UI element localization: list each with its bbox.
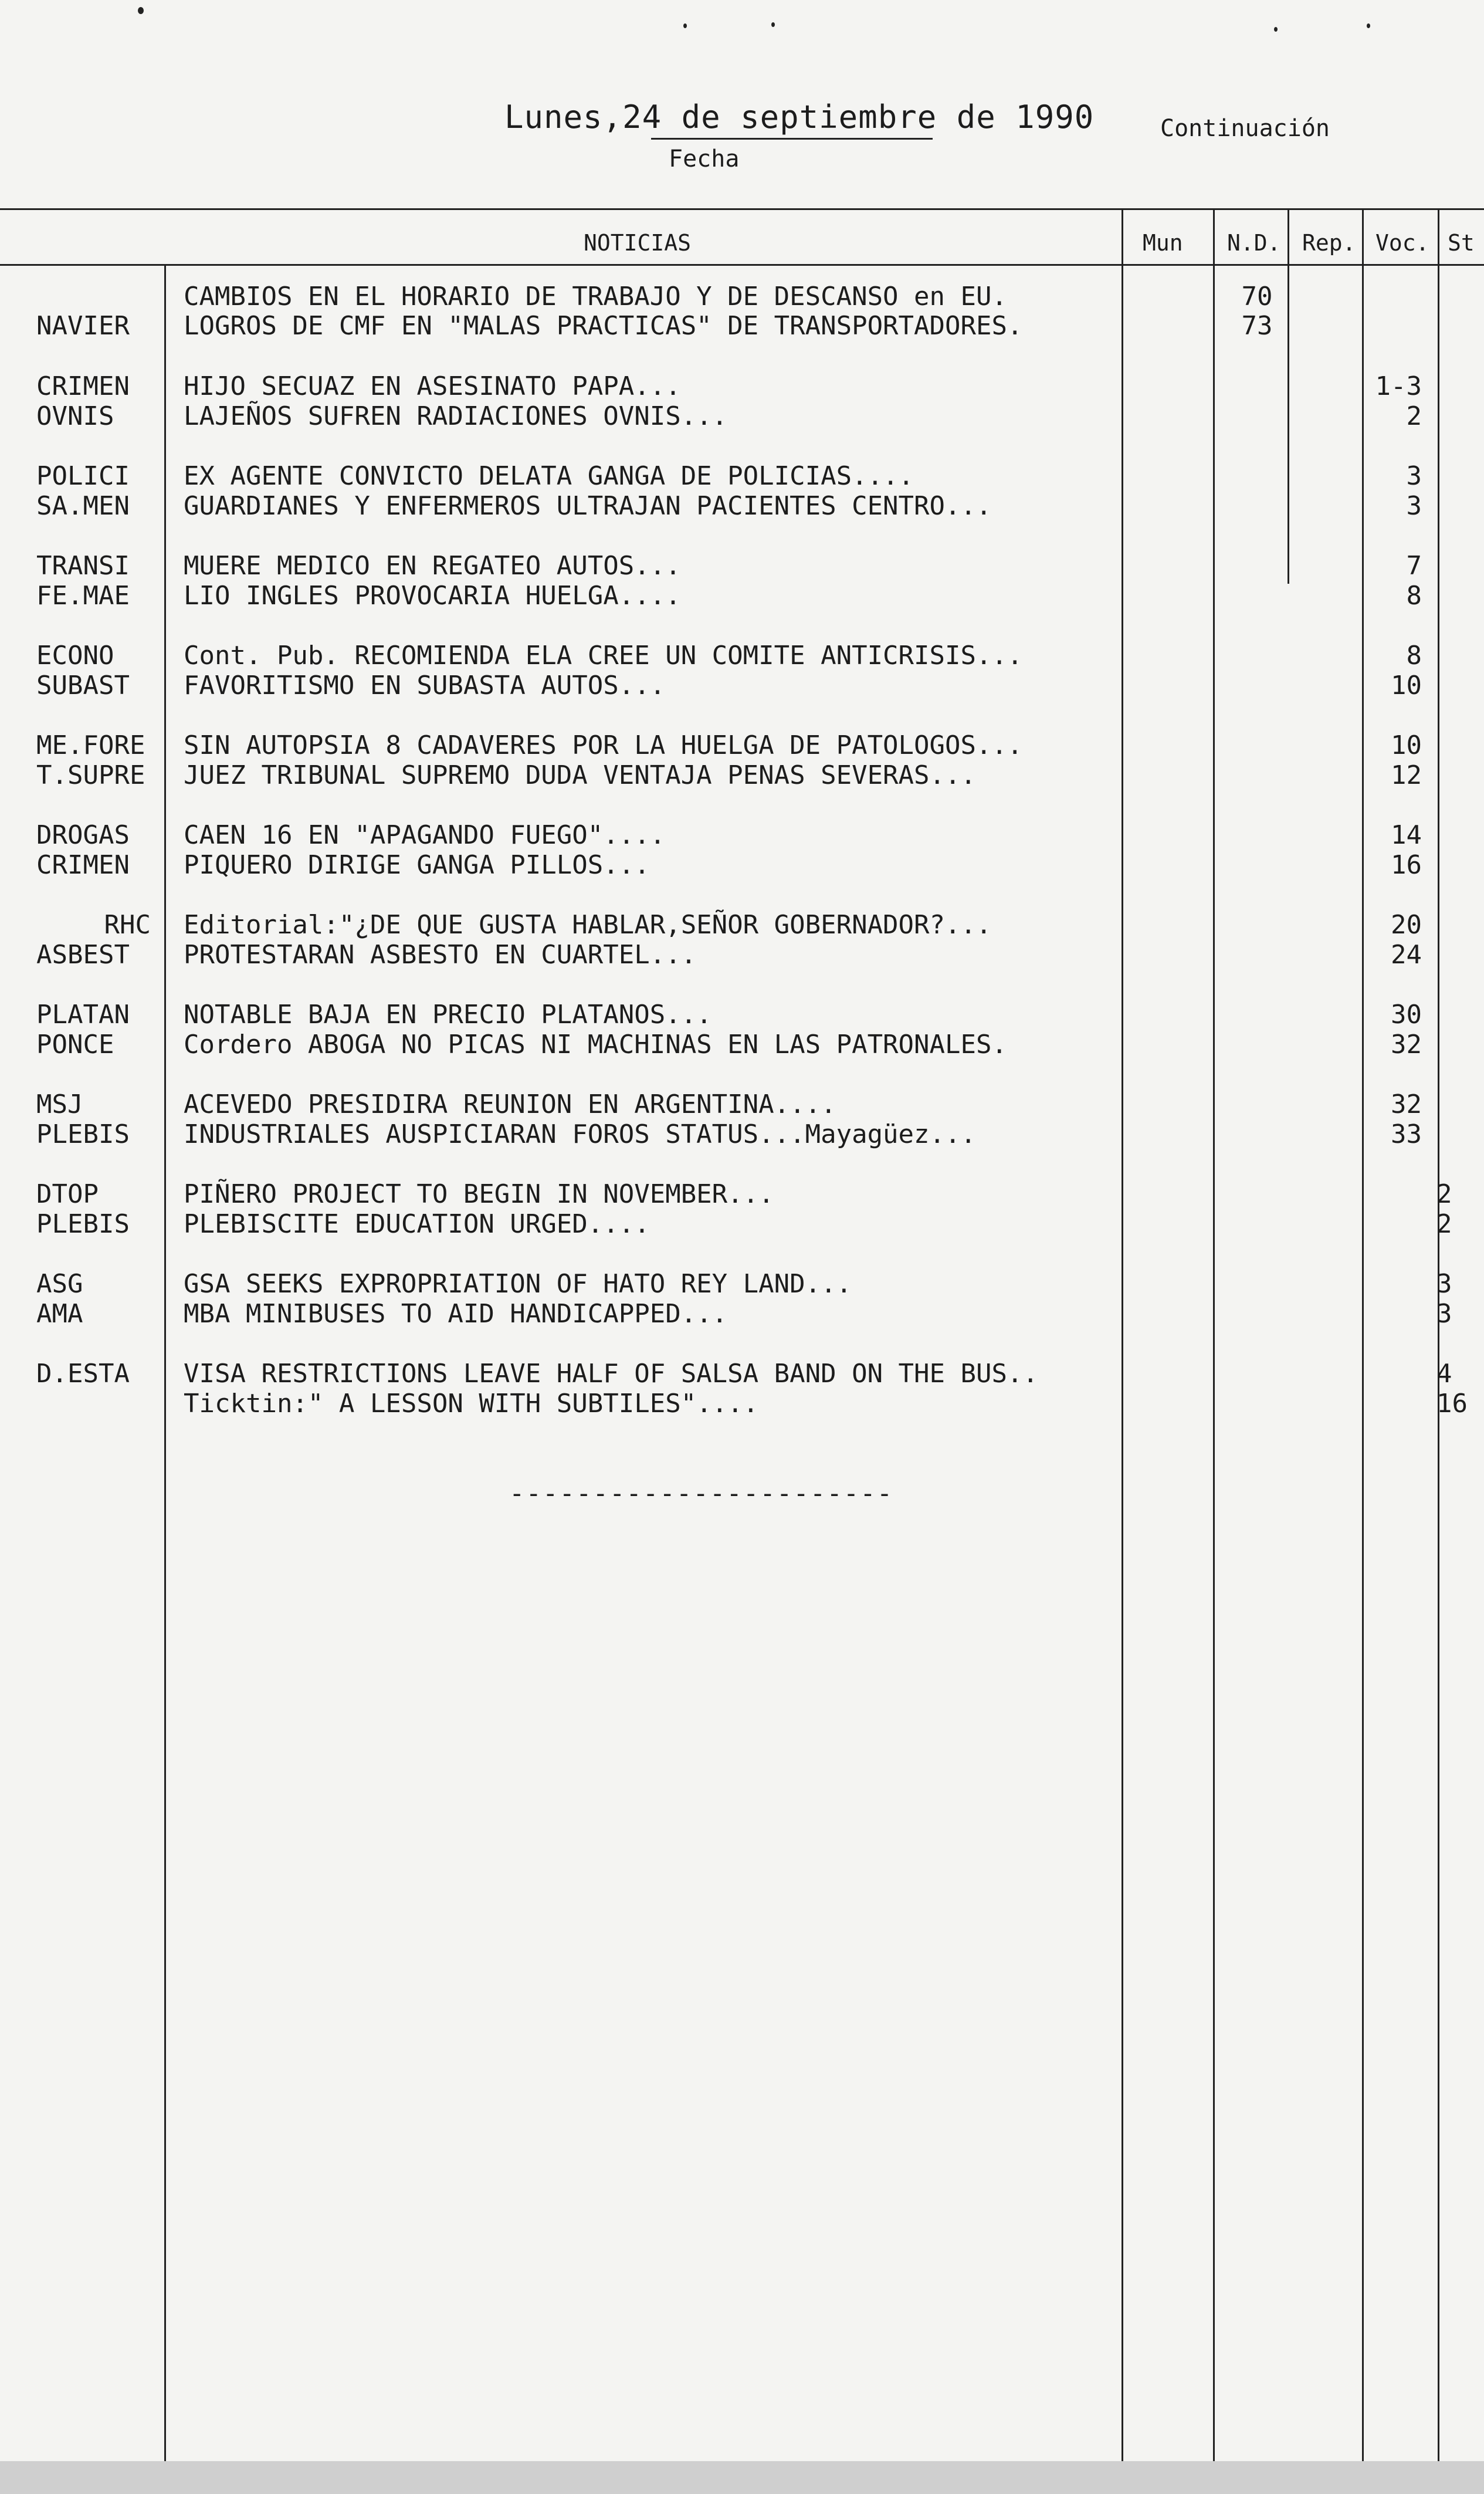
- row-headline: NOTABLE BAJA EN PRECIO PLATANOS...: [184, 1000, 712, 1030]
- row-headline: EX AGENTE CONVICTO DELATA GANGA DE POLICIAS....: [184, 461, 914, 491]
- column-divider: [164, 264, 166, 2494]
- row-code: RHC: [104, 910, 151, 940]
- column-divider: [1122, 208, 1123, 2494]
- row-headline: PROTESTARAN ASBESTO EN CUARTEL...: [184, 940, 697, 970]
- row-code: ASG: [36, 1269, 83, 1299]
- row-code: DTOP: [36, 1179, 99, 1209]
- row-headline: CAMBIOS EN EL HORARIO DE TRABAJO Y DE DESCANSO en EU.: [184, 282, 1007, 312]
- row-headline: ACEVEDO PRESIDIRA REUNION EN ARGENTINA....: [184, 1089, 836, 1119]
- column-divider: [1438, 208, 1439, 2494]
- row-headline: MUERE MEDICO EN REGATEO AUTOS...: [184, 551, 681, 581]
- row-headline: FAVORITISMO EN SUBASTA AUTOS...: [184, 671, 666, 701]
- row-headline: LOGROS DE CMF EN "MALAS PRACTICAS" DE TRANSPORTADORES.: [184, 311, 1023, 341]
- row-headline: SIN AUTOPSIA 8 CADAVERES POR LA HUELGA DE PATOLOGOS...: [184, 730, 1023, 760]
- separator-line: -----------------------: [509, 1478, 894, 1508]
- row-headline: PIÑERO PROJECT TO BEGIN IN NOVEMBER...: [184, 1179, 774, 1209]
- row-voc-page: 14: [1391, 820, 1422, 850]
- row-code: SUBAST: [36, 671, 130, 701]
- row-voc-page: 16: [1391, 850, 1422, 880]
- row-code: MSJ: [36, 1089, 83, 1119]
- row-sta-page: 2: [1436, 1179, 1452, 1209]
- row-voc-page: 7: [1406, 551, 1422, 581]
- row-voc-page: 30: [1391, 1000, 1422, 1030]
- column-header-voc: Voc.: [1375, 230, 1429, 256]
- row-code: PLATAN: [36, 1000, 130, 1030]
- date-underline: [651, 138, 933, 140]
- row-headline: CAEN 16 EN "APAGANDO FUEGO"....: [184, 820, 666, 850]
- row-code: D.ESTA: [36, 1359, 130, 1389]
- row-code: T.SUPRE: [36, 760, 145, 790]
- row-code: CRIMEN: [36, 371, 130, 401]
- row-code: PLEBIS: [36, 1119, 130, 1149]
- continuation-label: Continuación: [1160, 115, 1330, 142]
- scan-speck: [683, 23, 687, 28]
- row-sta-page: 2: [1436, 1209, 1452, 1239]
- row-sta-page: 4: [1436, 1359, 1452, 1389]
- row-code: AMA: [36, 1299, 83, 1329]
- row-voc-page: 24: [1391, 940, 1422, 970]
- column-header-sta: St: [1448, 230, 1475, 256]
- row-voc-page: 32: [1391, 1089, 1422, 1119]
- row-headline: HIJO SECUAZ EN ASESINATO PAPA...: [184, 371, 681, 401]
- row-nd-page: 70: [1241, 282, 1273, 312]
- row-voc-page: 33: [1391, 1119, 1422, 1149]
- row-code: ME.FORE: [36, 730, 145, 760]
- row-code: FE.MAE: [36, 581, 130, 611]
- row-headline: MBA MINIBUSES TO AID HANDICAPPED...: [184, 1299, 728, 1329]
- column-header-noticias: NOTICIAS: [584, 230, 692, 256]
- row-sta-page: 3: [1436, 1269, 1452, 1299]
- row-code: TRANSI: [36, 551, 130, 581]
- row-headline: GUARDIANES Y ENFERMEROS ULTRAJAN PACIENTES CENTRO...: [184, 491, 992, 521]
- row-voc-page: 12: [1391, 760, 1422, 790]
- row-headline: Cont. Pub. RECOMIENDA ELA CREE UN COMITE ANTICRISIS...: [184, 641, 1023, 671]
- row-headline: Ticktin:" A LESSON WITH SUBTILES"....: [184, 1389, 759, 1419]
- table-header-rule: [0, 264, 1484, 266]
- report-date: Lunes,24 de septiembre de 1990: [504, 99, 1095, 136]
- row-voc-page: 3: [1406, 491, 1422, 521]
- row-code: ASBEST: [36, 940, 130, 970]
- column-divider: [1213, 208, 1215, 2494]
- date-label: Fecha: [669, 145, 740, 172]
- row-nd-page: 73: [1241, 311, 1273, 341]
- column-header-nd: N.D.: [1227, 230, 1281, 256]
- row-voc-page: 2: [1406, 401, 1422, 431]
- row-headline: VISA RESTRICTIONS LEAVE HALF OF SALSA BAND ON THE BUS..: [184, 1359, 1038, 1389]
- scan-speck: [1367, 23, 1370, 28]
- row-sta-page: 16: [1436, 1389, 1468, 1419]
- row-code: CRIMEN: [36, 850, 130, 880]
- row-code: ECONO: [36, 641, 114, 671]
- row-code: PONCE: [36, 1030, 114, 1060]
- row-voc-page: 8: [1406, 581, 1422, 611]
- row-headline: GSA SEEKS EXPROPRIATION OF HATO REY LAND...: [184, 1269, 852, 1299]
- row-headline: Editorial:"¿DE QUE GUSTA HABLAR,SEÑOR GOBERNADOR?...: [184, 910, 992, 940]
- row-code: OVNIS: [36, 401, 114, 431]
- scan-speck: [138, 7, 144, 14]
- scan-speck: [771, 22, 775, 27]
- row-voc-page: 3: [1406, 461, 1422, 491]
- row-code: NAVIER: [36, 311, 130, 341]
- row-voc-page: 20: [1391, 910, 1422, 940]
- row-headline: PLEBISCITE EDUCATION URGED....: [184, 1209, 650, 1239]
- row-code: DROGAS: [36, 820, 130, 850]
- row-headline: PIQUERO DIRIGE GANGA PILLOS...: [184, 850, 650, 880]
- column-header-mun: Mun: [1143, 230, 1183, 256]
- scan-bottom-band: [0, 2461, 1484, 2494]
- row-voc-page: 10: [1391, 730, 1422, 760]
- column-divider: [1288, 208, 1289, 584]
- row-headline: INDUSTRIALES AUSPICIARAN FOROS STATUS...Mayagüez...: [184, 1119, 977, 1149]
- row-voc-page: 32: [1391, 1030, 1422, 1060]
- table-top-rule: [0, 208, 1484, 210]
- row-sta-page: 3: [1436, 1299, 1452, 1329]
- row-headline: JUEZ TRIBUNAL SUPREMO DUDA VENTAJA PENAS SEVERAS...: [184, 760, 977, 790]
- row-code: PLEBIS: [36, 1209, 130, 1239]
- scan-speck: [1274, 27, 1278, 32]
- row-voc-page: 10: [1391, 671, 1422, 701]
- row-voc-page: 8: [1406, 641, 1422, 671]
- row-code: SA.MEN: [36, 491, 130, 521]
- row-headline: LIO INGLES PROVOCARIA HUELGA....: [184, 581, 681, 611]
- row-code: POLICI: [36, 461, 130, 491]
- row-headline: LAJEÑOS SUFREN RADIACIONES OVNIS...: [184, 401, 728, 431]
- row-voc-page: 1-3: [1375, 371, 1422, 401]
- column-header-rep: Rep.: [1302, 230, 1356, 256]
- row-headline: Cordero ABOGA NO PICAS NI MACHINAS EN LAS PATRONALES.: [184, 1030, 1007, 1060]
